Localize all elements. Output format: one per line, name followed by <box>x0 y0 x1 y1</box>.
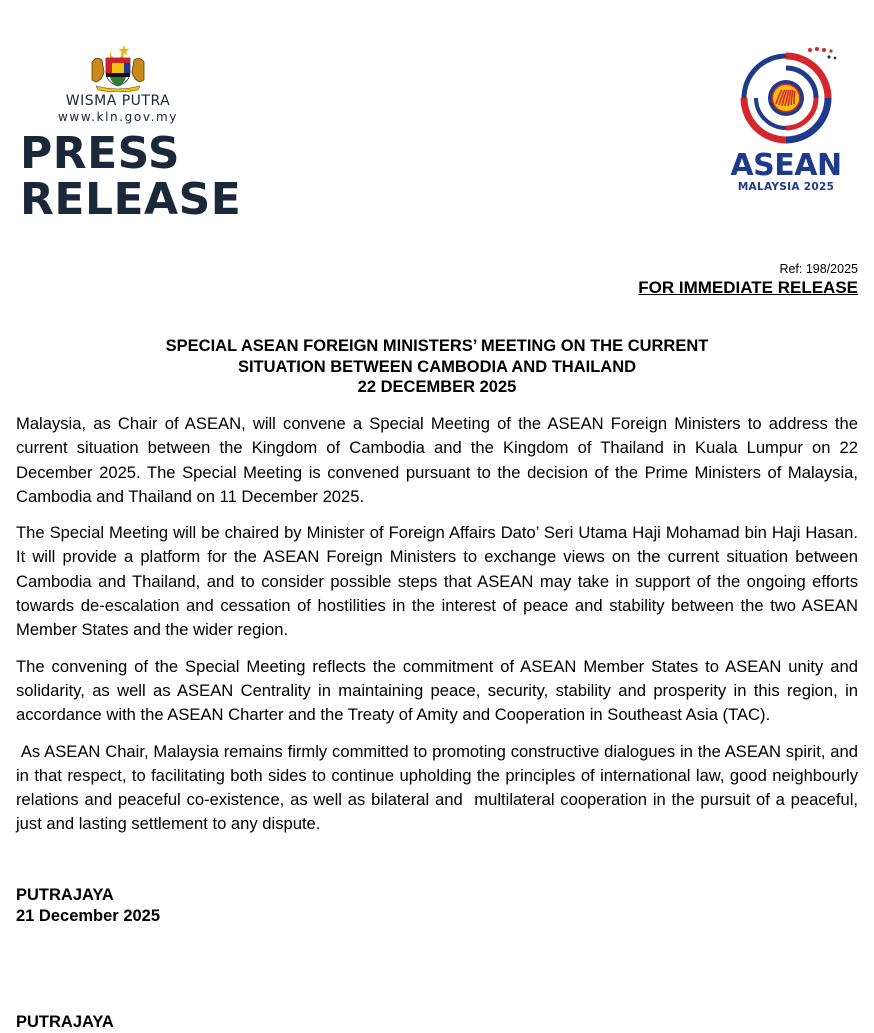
headline-line: SITUATION BETWEEN CAMBODIA AND THAILAND <box>237 357 637 376</box>
org-name: WISMA PUTRA <box>65 93 171 109</box>
paragraph: The convening of the Special Meeting reflects the commitment of ASEAN Member States to ASEAN unity and solidarity, as well as ASEAN Centrality in maintaining peace, security, stability and prosperity in this region, in accordance with the ASEAN Charter and the Treaty of Amity and Cooperation in Southeast Asia (TAC). <box>16 656 858 725</box>
signoff-date: 21 December 2025 <box>16 907 161 925</box>
headline-line: SPECIAL ASEAN FOREIGN MINISTERS’ MEETING ON THE CURRENT <box>165 337 709 355</box>
press-release-title <box>20 128 242 225</box>
signoff-place: PUTRAJAYA <box>16 886 114 904</box>
paragraph: As ASEAN Chair, Malaysia remains firmly committed to promoting constructive dialogues in the ASEAN spirit, and in that respect, to facilitating both sides to continue upholding the principles of international law, good neighbourly relations and peaceful co-existence, as well as bilateral and multilateral cooperation in the pursuit of a peaceful, just and lasting settlement to any dispute. <box>16 741 863 834</box>
title-line: PRESS <box>20 128 181 179</box>
cut-off-text: PUTRAJAYA <box>16 1013 114 1031</box>
headline <box>16 336 858 398</box>
headline-date: 22 DECEMBER 2025 <box>357 378 517 396</box>
asean-logo-icon <box>734 46 838 150</box>
coat-of-arms-icon <box>86 42 150 92</box>
title-line: RELEASE <box>20 174 242 225</box>
body-text <box>16 412 863 849</box>
reference-number: Ref: 198/2025 <box>779 262 858 276</box>
paragraph: The Special Meeting will be chaired by Minister of Foreign Affairs Dato’ Seri Utama Haji Mohamad bin Haji Hasan. It will provide a platform for the ASEAN Foreign Ministers to exchange views on the current situation between Cambodia and Thailand, and to consider possible steps that ASEAN may take in support of the ongoing efforts towards de-escalation and cessation of hostilities in the interest of peace and stability between the two ASEAN Member States and the wider region. <box>16 523 858 640</box>
release-status: FOR IMMEDIATE RELEASE <box>638 278 858 297</box>
asean-logo-subtext: MALAYSIA 2025 <box>737 181 835 193</box>
signoff <box>16 885 160 927</box>
org-website: www.kln.gov.my <box>58 110 178 124</box>
asean-logo-text: ASEAN <box>730 148 842 183</box>
paragraph: Malaysia, as Chair of ASEAN, will convene a Special Meeting of the ASEAN Foreign Ministers to address the current situation between the Kingdom of Cambodia and the Kingdom of Thailand in Kuala Lumpur on 22 December 2025. The Special Meeting is convened pursuant to the decision of the Prime Ministers of Malaysia, Cambodia and Thailand on 11 December 2025. <box>16 414 858 506</box>
